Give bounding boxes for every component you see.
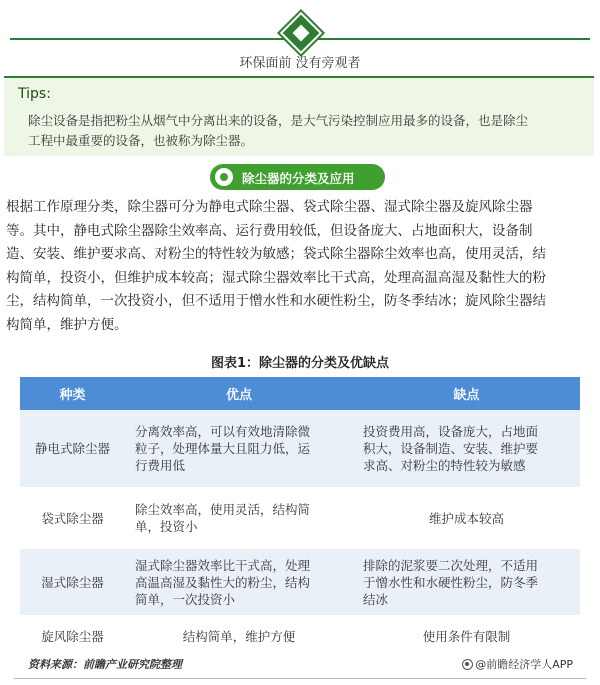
paragraph-line: 造、安装、维护要求高、对粉尘的特性较为敏感；袋式除尘器除尘效率也高，使用灵活，结: [6, 246, 546, 262]
tips-line: 工程中最重要的设备，也被称为除尘器。: [28, 133, 254, 148]
pros-line: 分离效率高，可以有效地清除微: [135, 424, 311, 439]
table-header-row: [20, 377, 580, 410]
pros-line: 高温高湿及黏性大的粉尘，结构: [135, 574, 311, 590]
pros-cell: [125, 616, 353, 658]
cons-line: 于憎水性和水硬性粉尘，防冬季: [363, 574, 539, 590]
brand: [462, 656, 573, 672]
cons-line: 积大，设备制造、安装、维护要: [363, 441, 539, 456]
body-paragraph: [6, 196, 592, 337]
pros-line: 简单，一次投资小: [135, 591, 236, 607]
page-title: 环保面前 没有旁观者: [239, 56, 361, 71]
kind-cell: 旋风除尘器: [20, 616, 125, 658]
pros-line: 单，投资小: [135, 519, 198, 534]
brand-label: @前瞻经济学人APP: [475, 658, 573, 671]
paragraph-line: 根据工作原理分类，除尘器可分为静电式除尘器、袋式除尘器、湿式除尘器及旋风除尘器: [6, 199, 533, 215]
section-title: 除尘器的分类及应用: [242, 171, 355, 186]
tips-box: [4, 76, 594, 156]
cons-line: 投资费用高，设备庞大，占地面: [363, 424, 539, 439]
tips-label: Tips:: [18, 86, 51, 102]
kind-cell: 袋式除尘器: [20, 488, 125, 549]
paragraph-line: 尘，结构简单，一次投资小，但不适用于憎水性和水硬性粉尘，防冬季结冰；旋风除尘器结: [6, 293, 546, 309]
circle-bullet-icon: [215, 168, 233, 186]
cons-cell: [353, 488, 580, 549]
diamond-icon: [281, 13, 319, 51]
comparison-table: [20, 377, 580, 658]
pros-line: 粒子，处理体量大且阻力低，运: [135, 441, 311, 456]
footer: [28, 656, 573, 672]
kind-cell: 静电式除尘器: [20, 410, 125, 488]
table-row: [20, 549, 580, 616]
pros-line: 行费用低: [135, 458, 186, 473]
column-header-cons: 缺点: [353, 377, 580, 410]
tips-line: 除尘设备是指把粉尘从烟气中分离出来的设备，是大气污染控制应用最多的设备，也是除尘: [28, 113, 529, 128]
cons-line: 结冰: [363, 591, 389, 607]
paragraph-line: 等。其中，静电式除尘器除尘效率高、运行费用较低，但设备庞大、占地面积大，设备制: [6, 222, 533, 239]
table-row: [20, 616, 580, 658]
section-heading: [210, 164, 385, 190]
pros-cell: [125, 488, 353, 549]
cons-cell: [353, 549, 580, 616]
cons-cell: [353, 616, 580, 658]
table-title: 图表1：除尘器的分类及优缺点: [210, 356, 390, 371]
column-header-kind: 种类: [20, 377, 125, 410]
pros-line: 湿式除尘器效率比干式高，处理: [135, 557, 311, 573]
table-row: [20, 488, 580, 549]
logo-icon: [462, 659, 473, 670]
cons-line: 排除的泥浆要二次处理，不适用: [363, 557, 539, 573]
cons-cell: [353, 410, 580, 488]
bottom-rule: [14, 678, 586, 679]
pros-cell: [125, 549, 353, 616]
cons-line: 使用条件有限制: [422, 629, 511, 644]
kind-cell: 湿式除尘器: [20, 549, 125, 616]
cons-line: 维护成本较高: [428, 510, 504, 526]
pros-line: 结构简单，维护方便: [182, 629, 296, 644]
paragraph-line: 构简单，投资小，但维护成本较高；湿式除尘器效率比干式高，处理高温高湿及黏性大的粉: [6, 269, 546, 286]
paragraph-line: 构简单，维护方便。: [6, 316, 128, 333]
header: [0, 0, 600, 78]
source-note: 资料来源：前瞻产业研究院整理: [28, 658, 182, 671]
cons-line: 求高、对粉尘的特性较为敏感: [363, 458, 526, 473]
column-header-pros: 优点: [125, 377, 353, 410]
pros-cell: [125, 410, 353, 488]
table-row: [20, 410, 580, 488]
pros-line: 除尘效率高，使用灵活，结构简: [135, 502, 311, 517]
tips-text: [28, 111, 588, 151]
